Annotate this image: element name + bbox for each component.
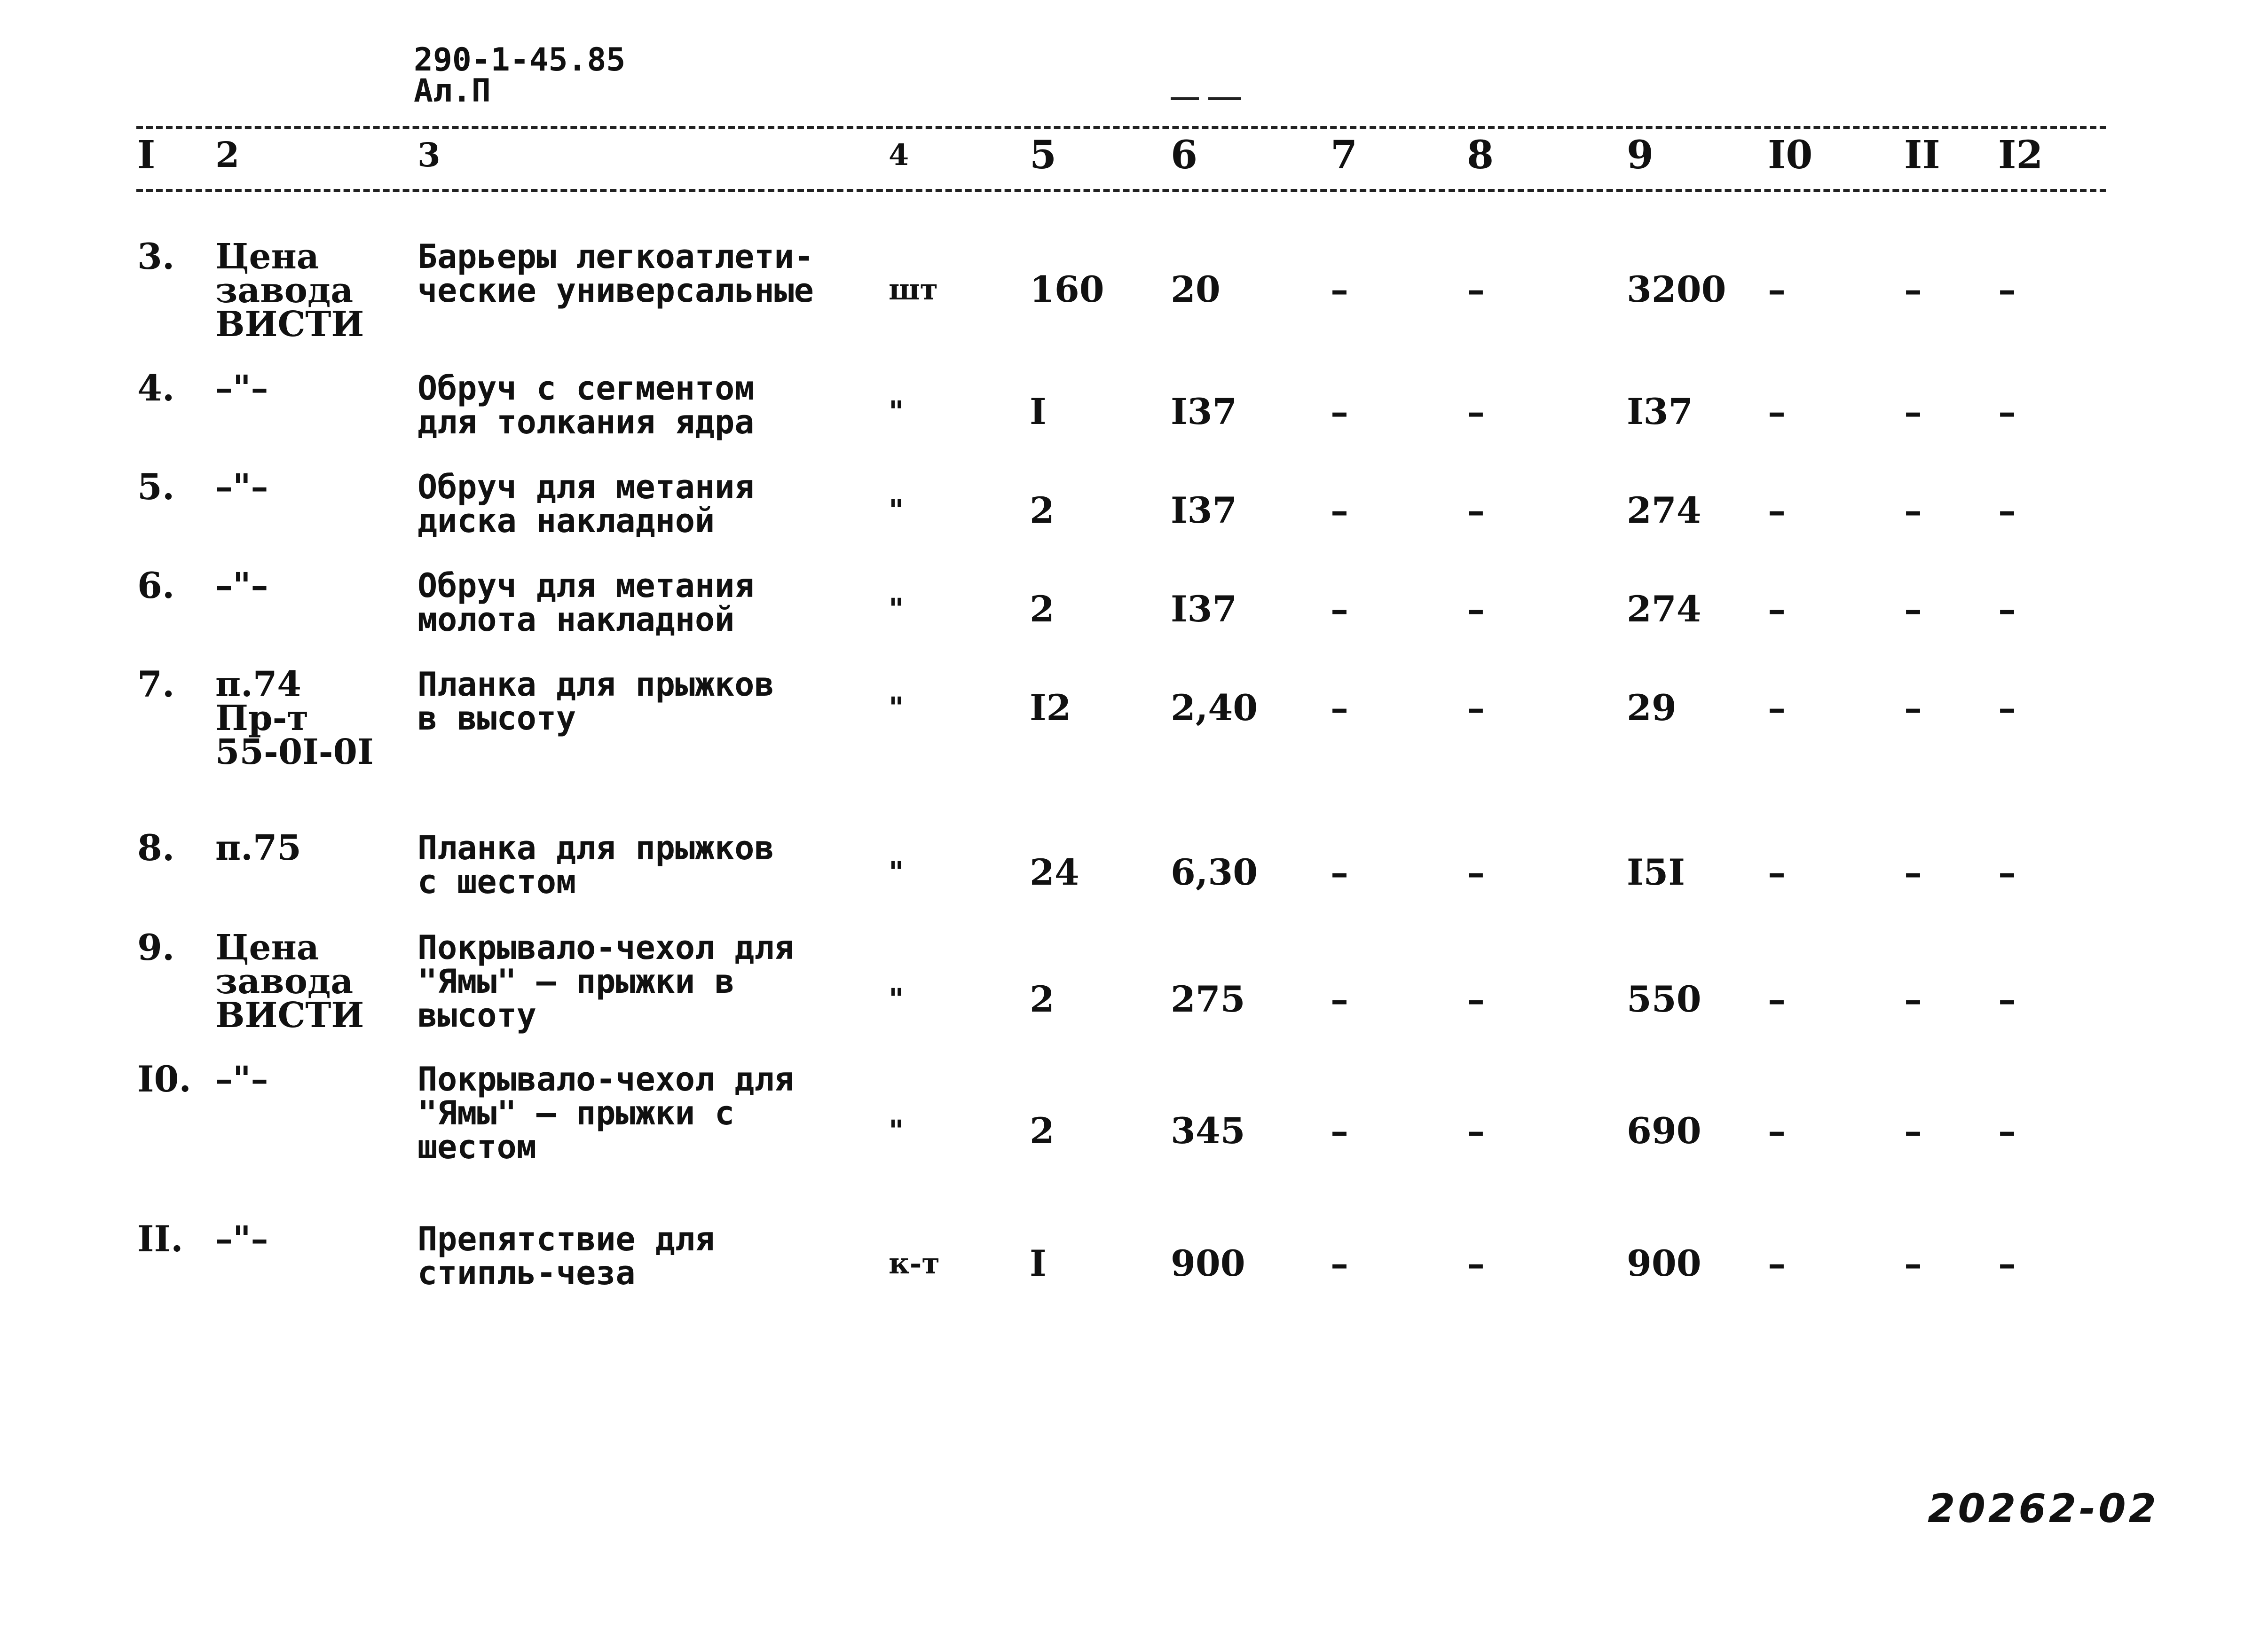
- row-number: 6.: [137, 565, 175, 606]
- row-unit: ": [889, 1114, 904, 1148]
- row-source: Цена завода ВИСТИ: [215, 927, 364, 1036]
- row-name: Планка для прыжков в высоту: [417, 665, 774, 738]
- row-unit: ": [889, 982, 904, 1016]
- row-col12: –: [1998, 978, 2016, 1020]
- row-col10: –: [1768, 268, 1786, 310]
- row-total: 274: [1627, 588, 1701, 630]
- row-source: Цена завода ВИСТИ: [215, 236, 364, 345]
- column-header-6: 6: [1171, 133, 1198, 178]
- row-col8: –: [1467, 1110, 1485, 1152]
- row-qty: 24: [1030, 851, 1079, 893]
- row-name: Планка для прыжков с шестом: [417, 829, 774, 901]
- row-price: 275: [1171, 978, 1245, 1020]
- row-unit: ": [889, 855, 904, 889]
- row-col8: –: [1467, 851, 1485, 893]
- row-source: –"–: [215, 1059, 268, 1099]
- row-price: 20: [1171, 268, 1221, 310]
- row-col7: –: [1331, 1110, 1348, 1152]
- column-header-8: 8: [1467, 133, 1494, 178]
- row-col12: –: [1998, 588, 2016, 630]
- column-header-5: 5: [1030, 133, 1057, 178]
- column-header-11: II: [1904, 133, 1940, 178]
- column-header-10: I0: [1768, 133, 1813, 178]
- row-number: 5.: [137, 466, 175, 508]
- row-name: Обруч с сегментом для толкания ядра: [417, 369, 755, 441]
- row-col12: –: [1998, 1110, 2016, 1152]
- album-label: Ал.П: [414, 72, 491, 110]
- row-col10: –: [1768, 978, 1786, 1020]
- row-unit: ": [889, 592, 904, 626]
- row-number: 4.: [137, 367, 175, 409]
- row-col11: –: [1904, 391, 1922, 432]
- row-name: Обруч для метания диска накладной: [417, 468, 755, 540]
- row-total: I5I: [1627, 851, 1685, 893]
- column-header-2: 2: [215, 135, 240, 175]
- row-price: 2,40: [1171, 687, 1258, 729]
- row-unit: шт: [889, 272, 938, 306]
- row-col12: –: [1998, 851, 2016, 893]
- row-price: I37: [1171, 391, 1237, 432]
- column-header-7: 7: [1331, 133, 1358, 178]
- row-unit: ": [889, 493, 904, 527]
- row-col7: –: [1331, 978, 1348, 1020]
- row-col11: –: [1904, 687, 1922, 729]
- row-qty: 2: [1030, 978, 1055, 1020]
- row-total: 690: [1627, 1110, 1701, 1152]
- row-col11: –: [1904, 588, 1922, 630]
- row-number: II.: [137, 1218, 183, 1260]
- row-number: 9.: [137, 927, 175, 968]
- row-name: Барьеры легкоатлети- ческие универсальные: [417, 237, 814, 310]
- row-qty: 2: [1030, 588, 1055, 630]
- table-top-rule: [136, 126, 2106, 129]
- row-number: 7.: [137, 663, 175, 705]
- row-col12: –: [1998, 687, 2016, 729]
- document-number: 20262-02: [1928, 1485, 2159, 1531]
- row-qty: I: [1030, 391, 1047, 432]
- row-name: Покрывало-чехол для "Ямы" – прыжки с шестом: [417, 1060, 794, 1166]
- row-col10: –: [1768, 1242, 1786, 1284]
- row-source: –"–: [215, 467, 268, 507]
- row-source: п.75: [215, 828, 301, 868]
- row-number: 3.: [137, 236, 175, 277]
- row-total: 550: [1627, 978, 1701, 1020]
- header-code-block: [414, 41, 626, 110]
- row-col7: –: [1331, 268, 1348, 310]
- column-header-3: 3: [417, 135, 441, 174]
- row-name: Обруч для метания молота накладной: [417, 566, 755, 639]
- page-mark-dashes: [1171, 96, 1246, 101]
- row-col11: –: [1904, 851, 1922, 893]
- row-total: I37: [1627, 391, 1693, 432]
- row-col10: –: [1768, 588, 1786, 630]
- row-col7: –: [1331, 1242, 1348, 1284]
- row-price: 6,30: [1171, 851, 1258, 893]
- column-header-12: I2: [1998, 133, 2043, 178]
- row-col7: –: [1331, 851, 1348, 893]
- row-qty: 2: [1030, 489, 1055, 531]
- row-col10: –: [1768, 489, 1786, 531]
- row-col11: –: [1904, 268, 1922, 310]
- row-source: –"–: [215, 565, 268, 606]
- table-header-rule: [136, 189, 2106, 192]
- row-qty: 2: [1030, 1110, 1055, 1152]
- row-source: –"–: [215, 368, 268, 408]
- row-col12: –: [1998, 391, 2016, 432]
- row-col10: –: [1768, 1110, 1786, 1152]
- page-number-mark: [1171, 94, 1246, 99]
- row-col11: –: [1904, 978, 1922, 1020]
- row-col10: –: [1768, 687, 1786, 729]
- row-col8: –: [1467, 391, 1485, 432]
- row-name: Препятствие для стипль-чеза: [417, 1220, 715, 1292]
- row-price: 345: [1171, 1110, 1245, 1152]
- row-number: 8.: [137, 827, 175, 869]
- row-col10: –: [1768, 851, 1786, 893]
- row-number: I0.: [137, 1058, 191, 1100]
- row-total: 3200: [1627, 268, 1726, 310]
- row-unit: к-т: [889, 1246, 940, 1280]
- row-col8: –: [1467, 978, 1485, 1020]
- row-col8: –: [1467, 588, 1485, 630]
- row-col8: –: [1467, 268, 1485, 310]
- row-price: I37: [1171, 588, 1237, 630]
- column-header-9: 9: [1627, 133, 1654, 178]
- row-price: 900: [1171, 1242, 1245, 1284]
- row-col7: –: [1331, 687, 1348, 729]
- project-code: 290-1-45.85: [414, 41, 626, 79]
- row-col12: –: [1998, 489, 2016, 531]
- row-col11: –: [1904, 489, 1922, 531]
- row-col11: –: [1904, 1110, 1922, 1152]
- row-name: Покрывало-чехол для "Ямы" – прыжки в высоту: [417, 928, 794, 1035]
- row-col8: –: [1467, 489, 1485, 531]
- row-col10: –: [1768, 391, 1786, 432]
- column-header-1: I: [137, 133, 156, 178]
- row-qty: 160: [1030, 268, 1104, 310]
- row-col7: –: [1331, 391, 1348, 432]
- row-unit: ": [889, 691, 904, 725]
- row-qty: I2: [1030, 687, 1071, 729]
- column-header-4: 4: [889, 138, 909, 172]
- row-col8: –: [1467, 1242, 1485, 1284]
- row-total: 29: [1627, 687, 1677, 729]
- row-source: п.74 Пр-т 55-0I-0I: [215, 664, 374, 772]
- row-unit: ": [889, 394, 904, 429]
- row-col12: –: [1998, 1242, 2016, 1284]
- row-source: –"–: [215, 1219, 268, 1259]
- row-total: 900: [1627, 1242, 1701, 1284]
- row-col7: –: [1331, 588, 1348, 630]
- row-qty: I: [1030, 1242, 1047, 1284]
- row-col11: –: [1904, 1242, 1922, 1284]
- row-col12: –: [1998, 268, 2016, 310]
- row-price: I37: [1171, 489, 1237, 531]
- row-total: 274: [1627, 489, 1701, 531]
- row-col7: –: [1331, 489, 1348, 531]
- row-col8: –: [1467, 687, 1485, 729]
